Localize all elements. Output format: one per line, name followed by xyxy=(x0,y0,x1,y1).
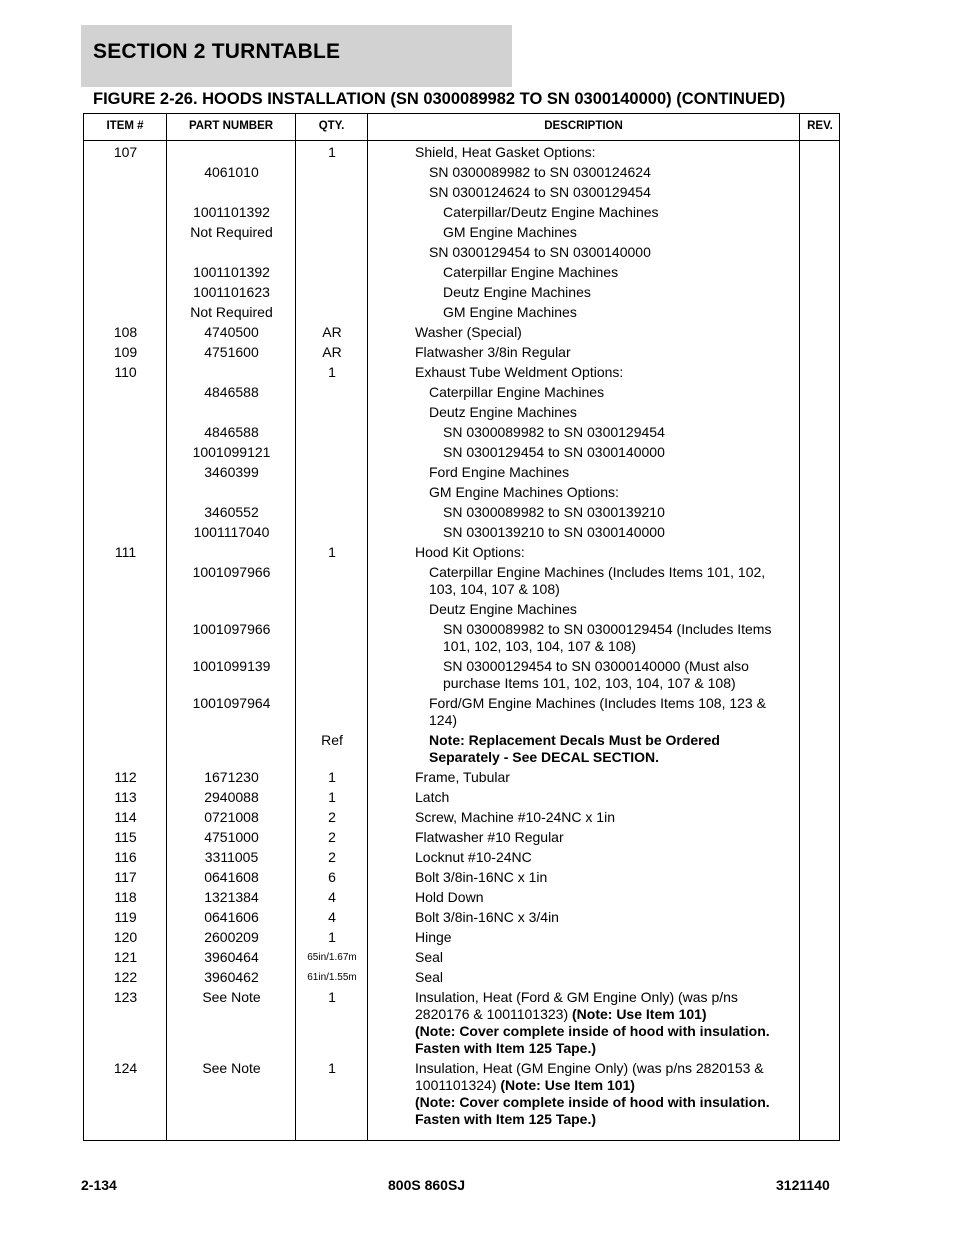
description-note: Note: Replacement Decals Must be Ordered Separately - See DECAL SECTION. xyxy=(429,732,720,765)
quantity xyxy=(296,484,368,501)
description xyxy=(368,969,798,986)
description xyxy=(368,424,798,441)
description xyxy=(368,164,798,181)
description-text: SN 0300089982 to SN 0300124624 xyxy=(429,164,651,180)
item-number: 117 xyxy=(114,869,137,885)
description-text: GM Engine Machines xyxy=(443,304,577,320)
quantity xyxy=(296,164,368,181)
table-row xyxy=(84,906,839,926)
description xyxy=(368,601,798,618)
quantity xyxy=(296,621,368,655)
description-text: Latch xyxy=(415,789,450,805)
item-number: 115 xyxy=(114,829,137,845)
description-text: Seal xyxy=(415,969,444,985)
description-text: Flatwasher #10 Regular xyxy=(415,829,564,845)
description-text: Bolt 3/8in-16NC x 1in xyxy=(415,869,548,885)
description-text: Hold Down xyxy=(415,889,484,905)
part-number xyxy=(167,484,296,501)
description xyxy=(368,244,798,261)
description xyxy=(368,989,798,1057)
table-row xyxy=(84,501,839,521)
quantity: 2 xyxy=(328,809,336,825)
description-text: Frame, Tubular xyxy=(415,769,510,785)
description xyxy=(368,544,798,561)
description-text: Insulation, Heat (Ford & GM Engine Only) (was p/ns 2820176 & 1001101323) xyxy=(415,989,738,1022)
table-row xyxy=(84,281,839,301)
item-number: 124 xyxy=(113,1060,138,1076)
item-number xyxy=(84,304,167,321)
part-number: Not Required xyxy=(190,304,273,320)
item-number xyxy=(84,424,167,441)
item-number: 121 xyxy=(113,949,138,965)
item-number xyxy=(84,284,167,301)
table-row xyxy=(84,141,839,161)
quantity: 4 xyxy=(328,909,336,925)
description xyxy=(368,344,798,361)
header-part-number: PART NUMBER xyxy=(188,120,274,132)
part-number: 1001101392 xyxy=(193,204,270,220)
description-text: Caterpillar/Deutz Engine Machines xyxy=(443,204,659,220)
table-row xyxy=(84,461,839,481)
part-number: 1001097966 xyxy=(192,564,271,580)
table-row xyxy=(84,692,839,729)
item-number xyxy=(84,164,167,181)
part-number xyxy=(167,184,296,201)
quantity xyxy=(296,284,368,301)
description xyxy=(368,1060,798,1128)
description xyxy=(368,909,798,926)
quantity xyxy=(296,658,368,692)
description-text: Caterpillar Engine Machines xyxy=(429,384,605,400)
table-row xyxy=(84,786,839,806)
part-number xyxy=(167,601,296,618)
quantity xyxy=(296,504,368,521)
description xyxy=(368,504,798,521)
description-text: Screw, Machine #10-24NC x 1in xyxy=(415,809,615,825)
table-row xyxy=(84,241,839,261)
item-number xyxy=(84,695,167,729)
table-row xyxy=(84,655,839,692)
item-number: 116 xyxy=(114,849,137,865)
description xyxy=(368,658,798,692)
quantity xyxy=(296,184,368,201)
quantity xyxy=(296,204,368,221)
description xyxy=(368,444,798,461)
quantity: 2 xyxy=(328,829,336,845)
header-item: ITEM # xyxy=(106,120,144,132)
header-qty: QTY. xyxy=(318,120,345,132)
table-row xyxy=(84,261,839,281)
header-rev: REV. xyxy=(807,120,833,132)
part-number: 4061010 xyxy=(204,164,259,180)
description xyxy=(368,829,798,846)
item-number xyxy=(84,204,167,221)
description-note: (Note: Cover complete inside of hood with insulation. Fasten with Item 125 Tape.) xyxy=(415,1094,770,1127)
table-row xyxy=(84,618,839,655)
table-row xyxy=(84,181,839,201)
description xyxy=(368,404,798,421)
figure-title: FIGURE 2-26. HOODS INSTALLATION (SN 0300089982 TO SN 0300140000) (CONTINUED) xyxy=(93,90,786,108)
table-row xyxy=(84,561,839,598)
item-number: 110 xyxy=(114,364,137,380)
description xyxy=(368,929,798,946)
description xyxy=(368,284,798,301)
part-number: 4751000 xyxy=(204,829,259,845)
quantity xyxy=(296,444,368,461)
part-number: 1001099121 xyxy=(192,444,271,460)
item-number xyxy=(84,184,167,201)
description-text: SN 0300124624 to SN 0300129454 xyxy=(429,184,651,200)
item-number: 113 xyxy=(114,789,137,805)
description-text: Exhaust Tube Weldment Options: xyxy=(415,364,624,380)
description xyxy=(368,809,798,826)
quantity: 1 xyxy=(328,1060,336,1076)
table-row xyxy=(84,926,839,946)
part-number: 2600209 xyxy=(204,929,259,945)
part-number: 4740500 xyxy=(204,324,259,340)
item-number xyxy=(84,601,167,618)
part-number xyxy=(167,244,296,261)
part-number xyxy=(167,144,296,161)
table-row xyxy=(84,401,839,421)
item-number: 120 xyxy=(113,929,138,945)
table-row xyxy=(84,729,839,766)
description xyxy=(368,204,798,221)
description-text: Caterpillar Engine Machines (Includes Items 101, 102, 103, 104, 107 & 108) xyxy=(429,564,766,597)
quantity xyxy=(296,224,368,241)
part-number: 0641608 xyxy=(204,869,259,885)
description xyxy=(368,889,798,906)
item-number xyxy=(84,524,167,541)
quantity: 1 xyxy=(328,544,336,560)
item-number xyxy=(84,732,167,766)
item-number xyxy=(84,504,167,521)
table-header xyxy=(84,114,839,141)
table-row xyxy=(84,421,839,441)
description xyxy=(368,695,798,729)
table-row xyxy=(84,986,839,1057)
part-number xyxy=(167,732,296,766)
part-number: See Note xyxy=(202,1060,261,1076)
quantity xyxy=(296,264,368,281)
description-text: Hood Kit Options: xyxy=(415,544,525,560)
description xyxy=(368,464,798,481)
part-number: 1001097964 xyxy=(192,695,271,711)
table-row xyxy=(84,946,839,966)
part-number: 0641606 xyxy=(204,909,259,925)
item-number: 119 xyxy=(114,909,137,925)
part-number: 1001101392 xyxy=(193,264,270,280)
description xyxy=(368,324,798,341)
description-text: SN 0300089982 to SN 0300139210 xyxy=(443,504,665,520)
item-number xyxy=(84,484,167,501)
description xyxy=(368,621,798,655)
description-text: GM Engine Machines Options: xyxy=(429,484,619,500)
table-row xyxy=(84,161,839,181)
table-row xyxy=(84,301,839,321)
quantity xyxy=(296,464,368,481)
table-row xyxy=(84,886,839,906)
description-text: Caterpillar Engine Machines xyxy=(443,264,619,280)
table-row xyxy=(84,221,839,241)
table-row xyxy=(84,541,839,561)
description-text: Seal xyxy=(415,949,444,965)
description-text: SN 0300089982 to SN 0300129454 xyxy=(443,424,665,440)
description xyxy=(368,364,798,381)
item-number: 118 xyxy=(114,889,137,905)
item-number xyxy=(84,244,167,261)
description xyxy=(368,564,798,598)
description xyxy=(368,849,798,866)
table-row xyxy=(84,381,839,401)
quantity xyxy=(296,304,368,321)
table-row xyxy=(84,201,839,221)
description xyxy=(368,184,798,201)
item-number xyxy=(84,264,167,281)
item-number: 122 xyxy=(113,969,138,985)
table-row xyxy=(84,966,839,986)
part-number: 3960462 xyxy=(204,969,259,985)
description-text: Deutz Engine Machines xyxy=(429,601,577,617)
page-number: 2-134 xyxy=(81,1177,117,1193)
description xyxy=(368,869,798,886)
quantity: 1 xyxy=(328,364,336,380)
description-text: Locknut #10-24NC xyxy=(415,849,532,865)
item-number xyxy=(84,658,167,692)
description-text: SN 03000129454 to SN 03000140000 (Must also purchase Items 101, 102, 103, 104, 107 & 108) xyxy=(443,658,749,691)
description-text: Shield, Heat Gasket Options: xyxy=(415,144,596,160)
quantity: 1 xyxy=(328,769,336,785)
quantity xyxy=(296,524,368,541)
part-number: 1671230 xyxy=(204,769,259,785)
description-text: SN 0300129454 to SN 0300140000 xyxy=(429,244,651,260)
table-row xyxy=(84,521,839,541)
quantity: 2 xyxy=(328,849,336,865)
header-description: DESCRIPTION xyxy=(544,120,623,132)
description-text: GM Engine Machines xyxy=(443,224,577,240)
parts-table xyxy=(83,113,840,1141)
table-row xyxy=(84,1057,839,1128)
description-note: (Note: Use Item 101) xyxy=(500,1077,635,1093)
description xyxy=(368,304,798,321)
table-row xyxy=(84,341,839,361)
part-number: 3460552 xyxy=(204,504,259,520)
description-text: SN 0300139210 to SN 0300140000 xyxy=(443,524,665,540)
description-text: SN 0300129454 to SN 0300140000 xyxy=(443,444,665,460)
table-row xyxy=(84,826,839,846)
quantity: AR xyxy=(322,324,342,340)
description xyxy=(368,789,798,806)
item-number: 114 xyxy=(114,809,137,825)
description xyxy=(368,224,798,241)
description-note: (Note: Use Item 101) xyxy=(572,1006,707,1022)
quantity: 6 xyxy=(328,869,336,885)
quantity xyxy=(296,424,368,441)
quantity: AR xyxy=(322,344,342,360)
quantity xyxy=(296,384,368,401)
quantity xyxy=(296,564,368,598)
quantity xyxy=(296,404,368,421)
description-text: Flatwasher 3/8in Regular xyxy=(415,344,571,360)
table-row xyxy=(84,441,839,461)
item-number: 108 xyxy=(113,324,138,340)
part-number: 3960464 xyxy=(204,949,259,965)
description-text: Washer (Special) xyxy=(415,324,522,340)
table-row xyxy=(84,598,839,618)
description xyxy=(368,384,798,401)
part-number: See Note xyxy=(202,989,261,1005)
item-number xyxy=(84,384,167,401)
quantity xyxy=(296,244,368,261)
item-number: 109 xyxy=(113,344,138,360)
item-number xyxy=(84,404,167,421)
description-text: Ford/GM Engine Machines (Includes Items 108, 123 & 124) xyxy=(429,695,766,728)
part-number: 0721008 xyxy=(204,809,259,825)
quantity: 1 xyxy=(328,144,336,160)
part-number: 4846588 xyxy=(204,384,259,400)
part-number: 3311005 xyxy=(204,849,259,865)
description-text: Ford Engine Machines xyxy=(429,464,570,480)
table-row xyxy=(84,866,839,886)
part-number: 4846588 xyxy=(204,424,259,440)
table-row xyxy=(84,846,839,866)
item-number: 107 xyxy=(113,144,138,160)
item-number xyxy=(84,444,167,461)
quantity: 65in/1.67m xyxy=(307,952,357,963)
table-body xyxy=(84,141,839,1128)
item-number: 123 xyxy=(113,989,138,1005)
part-number: 1001099139 xyxy=(192,658,271,674)
description-text: Deutz Engine Machines xyxy=(429,404,577,420)
part-number: Not Required xyxy=(190,224,273,240)
description xyxy=(368,264,798,281)
quantity: 61in/1.55m xyxy=(307,972,357,983)
item-number xyxy=(84,224,167,241)
part-number: 1001117040 xyxy=(193,524,270,540)
quantity: 1 xyxy=(328,789,336,805)
part-number: 3460399 xyxy=(204,464,259,480)
quantity xyxy=(296,695,368,729)
table-row xyxy=(84,766,839,786)
description-text: SN 0300089982 to SN 03000129454 (Includes Items 101, 102, 103, 104, 107 & 108) xyxy=(443,621,772,654)
item-number xyxy=(84,564,167,598)
table-row xyxy=(84,321,839,341)
table-row xyxy=(84,481,839,501)
item-number xyxy=(84,621,167,655)
quantity: 4 xyxy=(328,889,336,905)
description xyxy=(368,949,798,966)
part-number xyxy=(167,404,296,421)
description xyxy=(368,769,798,786)
section-title: SECTION 2 TURNTABLE xyxy=(93,40,341,63)
item-number: 111 xyxy=(114,544,137,560)
description-note: (Note: Cover complete inside of hood with insulation. Fasten with Item 125 Tape.) xyxy=(415,1023,770,1056)
part-number: 1001097966 xyxy=(192,621,271,637)
item-number xyxy=(84,464,167,481)
description xyxy=(368,144,798,161)
description xyxy=(368,732,798,766)
description-text: Deutz Engine Machines xyxy=(443,284,591,300)
part-number xyxy=(167,544,296,561)
table-row xyxy=(84,806,839,826)
part-number xyxy=(167,364,296,381)
description-text: Bolt 3/8in-16NC x 3/4in xyxy=(415,909,559,925)
document-number: 3121140 xyxy=(776,1177,830,1193)
quantity: Ref xyxy=(321,732,343,748)
model-number: 800S 860SJ xyxy=(388,1177,466,1193)
quantity: 1 xyxy=(328,989,336,1005)
part-number: 4751600 xyxy=(204,344,259,360)
description xyxy=(368,524,798,541)
item-number: 112 xyxy=(114,769,137,785)
quantity: 1 xyxy=(328,929,336,945)
table-row xyxy=(84,361,839,381)
part-number: 2940088 xyxy=(204,789,259,805)
part-number: 1001101623 xyxy=(193,284,270,300)
quantity xyxy=(296,601,368,618)
part-number: 1321384 xyxy=(204,889,259,905)
description xyxy=(368,484,798,501)
description-text: Hinge xyxy=(415,929,452,945)
description-text: Insulation, Heat (GM Engine Only) (was p/ns 2820153 & 1001101324) xyxy=(415,1060,764,1093)
